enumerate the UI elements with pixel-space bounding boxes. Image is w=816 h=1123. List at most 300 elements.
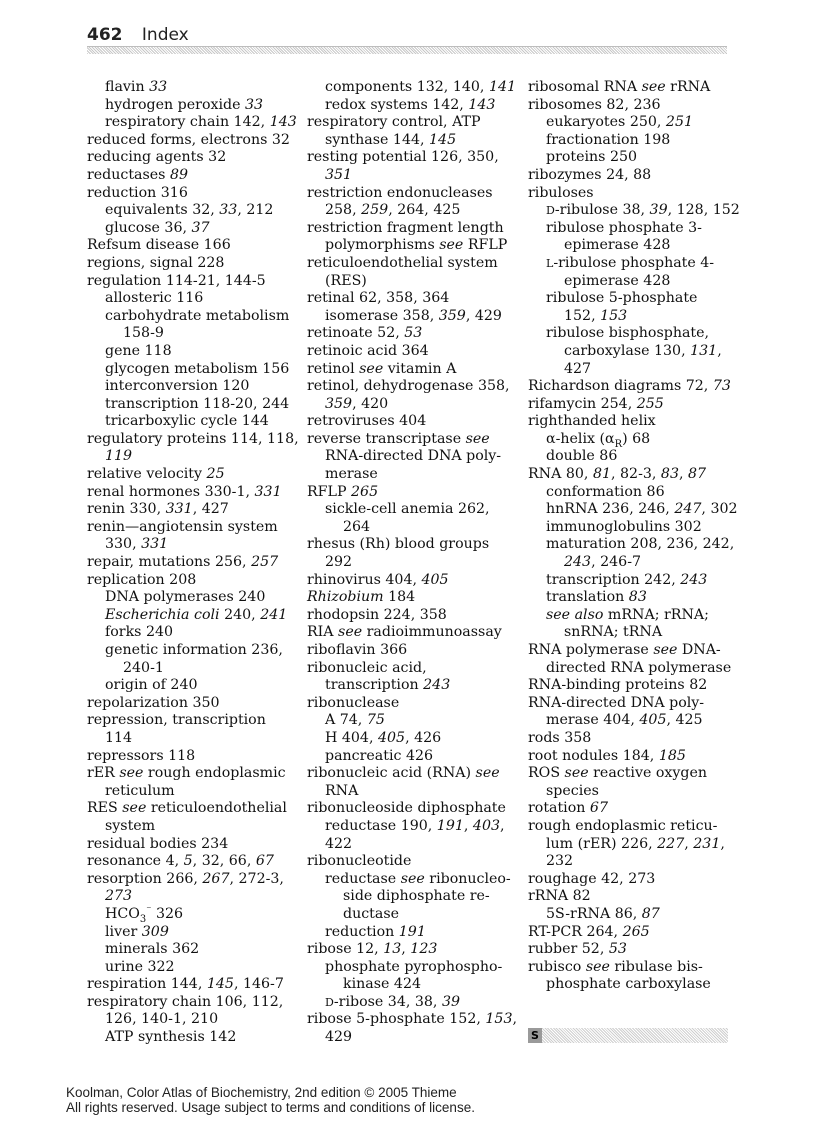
index-text: , 427 bbox=[192, 501, 229, 518]
index-entry bbox=[528, 589, 728, 607]
index-text: kinase 424 bbox=[343, 976, 421, 993]
index-entry bbox=[307, 114, 512, 132]
index-text: reactive oxygen bbox=[588, 765, 708, 782]
index-entry bbox=[307, 255, 512, 273]
index-text: R bbox=[614, 438, 623, 450]
index-italic-text: 81 bbox=[592, 466, 611, 483]
index-entry bbox=[307, 308, 512, 326]
index-text: , 426 bbox=[405, 729, 442, 746]
index-entry bbox=[528, 853, 728, 871]
index-entry bbox=[87, 924, 292, 942]
index-text: 232 bbox=[546, 853, 574, 870]
index-entry bbox=[528, 783, 728, 801]
index-entry bbox=[528, 237, 728, 255]
index-text: synthase 144, bbox=[325, 131, 430, 148]
index-entry bbox=[528, 906, 728, 924]
index-text: 3 bbox=[139, 913, 147, 925]
index-text: reduction bbox=[325, 923, 399, 940]
index-text: RNA polymerase bbox=[528, 642, 654, 658]
index-entry bbox=[528, 607, 728, 625]
index-text: , bbox=[463, 817, 473, 834]
index-entry bbox=[87, 554, 292, 572]
index-entry bbox=[87, 484, 292, 502]
index-entry bbox=[307, 466, 512, 484]
index-text: respiratory chain 142, bbox=[105, 114, 270, 131]
index-entry bbox=[307, 220, 512, 238]
index-text: conformation 86 bbox=[546, 483, 665, 500]
index-entry bbox=[528, 712, 728, 730]
index-italic-text: see bbox=[585, 958, 610, 975]
index-text: ribonucleoside diphosphate bbox=[307, 800, 506, 817]
index-entry bbox=[528, 572, 728, 590]
index-text: renin 330, bbox=[87, 501, 166, 518]
index-text: liver bbox=[105, 923, 142, 940]
index-entry bbox=[87, 748, 292, 766]
index-entry bbox=[87, 853, 292, 871]
index-entry bbox=[528, 642, 728, 660]
index-entry bbox=[528, 941, 728, 959]
index-italic-text: 405 bbox=[377, 729, 406, 746]
index-entry bbox=[87, 536, 292, 554]
index-entry bbox=[87, 413, 292, 431]
index-entry bbox=[307, 273, 512, 291]
index-italic-text: 89 bbox=[169, 166, 189, 183]
index-text: proteins 250 bbox=[546, 149, 638, 166]
index-entry bbox=[528, 97, 728, 115]
index-entry bbox=[528, 273, 728, 291]
index-entry bbox=[307, 730, 512, 748]
index-text: , 32, 66, bbox=[192, 853, 256, 870]
index-text: 258, bbox=[325, 202, 362, 219]
index-entry bbox=[528, 167, 728, 185]
index-entry bbox=[528, 343, 728, 361]
index-entry bbox=[528, 748, 728, 766]
index-entry bbox=[87, 624, 292, 642]
index-text: DNA polymerases 240 bbox=[105, 589, 266, 606]
index-text: ribonucleic acid, bbox=[307, 659, 427, 676]
index-entry bbox=[307, 413, 512, 431]
index-text: ) 68 bbox=[622, 430, 651, 447]
index-text: ribulose phosphate 3- bbox=[546, 219, 702, 236]
index-entry bbox=[528, 255, 728, 273]
index-text: reductase 190, bbox=[325, 817, 437, 834]
index-italic-text: 33 bbox=[219, 202, 238, 219]
index-italic-text: 83 bbox=[660, 466, 679, 483]
index-text: reverse transcriptase bbox=[307, 430, 466, 447]
index-text: 184 bbox=[383, 589, 416, 606]
index-text: transcription 118-20, 244 bbox=[105, 395, 290, 412]
index-entry bbox=[307, 325, 512, 343]
index-text: , 425 bbox=[666, 712, 703, 729]
index-entry bbox=[307, 765, 512, 783]
index-entry bbox=[307, 836, 512, 854]
index-entry bbox=[87, 994, 292, 1012]
index-text: RES bbox=[87, 800, 123, 817]
index-entry bbox=[307, 484, 512, 502]
index-text: ribose 12, bbox=[307, 941, 384, 958]
index-text: ribose 5-phosphate 152, bbox=[307, 1011, 486, 1028]
index-text: , bbox=[684, 835, 694, 852]
index-entry bbox=[87, 818, 292, 836]
index-text: regulatory proteins 114, 118, bbox=[87, 430, 299, 447]
index-italic-text: 25 bbox=[206, 466, 225, 483]
index-entry bbox=[307, 185, 512, 203]
index-entry bbox=[87, 202, 292, 220]
index-italic-text: 405 bbox=[421, 571, 449, 588]
index-entry bbox=[87, 519, 292, 537]
index-text: , 272-3, bbox=[229, 870, 284, 887]
index-text: flavin bbox=[105, 79, 150, 95]
index-entry bbox=[307, 202, 512, 220]
index-entry bbox=[307, 976, 512, 994]
index-italic-text: 87 bbox=[688, 466, 707, 483]
index-entry bbox=[87, 325, 292, 343]
index-italic-text: 39 bbox=[441, 993, 461, 1010]
index-entry bbox=[307, 624, 512, 642]
index-entry bbox=[528, 501, 738, 519]
index-entry bbox=[307, 712, 512, 730]
index-text: , 82-3, bbox=[611, 466, 661, 483]
index-text: equivalents 32, bbox=[105, 202, 220, 219]
index-text: RNA 80, bbox=[528, 466, 593, 483]
index-entry bbox=[87, 308, 292, 326]
index-text: righthanded helix bbox=[528, 413, 656, 430]
index-entry bbox=[87, 765, 292, 783]
index-text: , bbox=[720, 835, 725, 852]
index-entry bbox=[307, 519, 512, 537]
index-entry bbox=[307, 572, 512, 590]
index-text: , 429 bbox=[465, 307, 502, 324]
index-text: species bbox=[546, 782, 599, 799]
index-entry bbox=[87, 695, 292, 713]
index-text: DNA- bbox=[677, 642, 721, 658]
index-entry bbox=[87, 273, 292, 291]
index-text: lum (rER) 226, bbox=[546, 835, 658, 852]
index-entry bbox=[87, 167, 292, 185]
index-italic-text: 5 bbox=[183, 853, 193, 870]
index-italic-text: 143 bbox=[269, 114, 297, 131]
index-entry bbox=[307, 959, 512, 977]
index-text: 427 bbox=[564, 360, 592, 377]
index-italic-text: 83 bbox=[628, 589, 647, 606]
index-entry bbox=[87, 290, 292, 308]
index-italic-text: 33 bbox=[245, 96, 264, 113]
index-italic-text: 247 bbox=[674, 501, 702, 518]
index-entry bbox=[307, 607, 512, 625]
index-italic-text: 259 bbox=[361, 202, 389, 219]
index-text: 114 bbox=[105, 729, 133, 746]
index-italic-text: 405 bbox=[639, 712, 667, 729]
index-italic-text: 153 bbox=[600, 307, 628, 324]
index-text: RNA-directed DNA poly- bbox=[325, 448, 502, 465]
index-text: rRNA bbox=[665, 79, 711, 95]
index-text: 240, bbox=[219, 606, 261, 623]
index-italic-text: 13 bbox=[383, 941, 402, 958]
index-text: RIA bbox=[307, 624, 339, 641]
index-entry bbox=[528, 114, 728, 132]
index-italic-text: 53 bbox=[608, 941, 627, 958]
index-italic-text: see bbox=[119, 765, 144, 782]
index-entry bbox=[87, 800, 292, 818]
index-italic-text: see bbox=[338, 624, 363, 641]
index-italic-text: see bbox=[400, 870, 425, 887]
index-italic-text: 331 bbox=[254, 483, 282, 500]
index-entry bbox=[87, 642, 292, 660]
index-entry bbox=[528, 149, 728, 167]
index-text: ribulase bis- bbox=[609, 958, 703, 975]
index-entry bbox=[307, 800, 512, 818]
index-column-2 bbox=[307, 79, 517, 1047]
index-entry bbox=[528, 888, 728, 906]
index-entry bbox=[87, 149, 292, 167]
index-text: system bbox=[105, 817, 156, 834]
index-entry bbox=[307, 361, 512, 379]
index-entry bbox=[307, 1029, 512, 1047]
index-entry bbox=[528, 185, 728, 203]
index-entry bbox=[307, 149, 512, 167]
index-text: retinoate 52, bbox=[307, 325, 405, 342]
index-text: relative velocity bbox=[87, 466, 207, 483]
page-title: Index bbox=[141, 25, 189, 45]
index-text: rhesus (Rh) blood groups bbox=[307, 536, 490, 553]
index-italic-text: 331 bbox=[165, 501, 193, 518]
index-text: , bbox=[500, 817, 505, 834]
index-column-3 bbox=[528, 79, 740, 994]
index-text: ATP synthesis 142 bbox=[105, 1029, 237, 1046]
index-italic-text: 309 bbox=[141, 923, 169, 940]
page-number: 462 bbox=[87, 25, 123, 45]
index-text: H 404, bbox=[325, 729, 378, 746]
index-text: eukaryotes 250, bbox=[546, 114, 666, 131]
index-text: maturation 208, 236, 242, bbox=[546, 536, 735, 553]
index-text: 152, bbox=[564, 307, 601, 324]
index-text: fractionation 198 bbox=[546, 131, 671, 148]
index-entry bbox=[87, 572, 292, 590]
index-italic-text: 37 bbox=[191, 219, 210, 236]
index-text: genetic information 236, bbox=[105, 642, 283, 658]
index-entry bbox=[528, 484, 728, 502]
footer-line-2: All rights reserved. Usage subject to terms and conditions of license. bbox=[66, 1100, 475, 1115]
index-italic-text: 227 bbox=[657, 835, 685, 852]
index-entry bbox=[307, 448, 512, 466]
index-italic-text: 255 bbox=[636, 395, 664, 412]
index-entry bbox=[87, 607, 292, 625]
index-text: rER bbox=[87, 765, 120, 782]
index-entry bbox=[307, 888, 512, 906]
index-text: glucose 36, bbox=[105, 219, 192, 236]
index-text: directed RNA polymerase bbox=[546, 659, 732, 676]
index-text: vitamin A bbox=[383, 360, 457, 377]
index-text: , bbox=[678, 466, 689, 483]
index-text: 264 bbox=[343, 518, 371, 535]
footer-line-1: Koolman, Color Atlas of Biochemistry, 2nd edition © 2005 Thieme bbox=[66, 1085, 457, 1100]
index-italic-text: 243 bbox=[564, 554, 592, 571]
index-entry bbox=[307, 589, 512, 607]
index-text: side diphosphate re- bbox=[343, 888, 490, 905]
index-entry bbox=[87, 906, 292, 924]
index-text: L bbox=[546, 256, 554, 270]
index-text: 330, bbox=[105, 536, 142, 553]
index-entry bbox=[528, 202, 740, 220]
index-text: reticuloendothelial bbox=[146, 800, 287, 817]
index-text: tricarboxylic cycle 144 bbox=[105, 413, 269, 430]
index-italic-text: 231 bbox=[693, 835, 721, 852]
index-text: epimerase 428 bbox=[564, 272, 671, 289]
index-entry bbox=[307, 906, 512, 924]
index-text: Richardson diagrams 72, bbox=[528, 378, 713, 395]
index-entry bbox=[307, 660, 512, 678]
index-text: repressors 118 bbox=[87, 747, 196, 764]
index-text: rotation bbox=[528, 800, 590, 817]
index-entry bbox=[528, 959, 728, 977]
index-text: repair, mutations 256, bbox=[87, 554, 252, 571]
index-text: renal hormones 330-1, bbox=[87, 483, 255, 500]
index-text: , bbox=[717, 342, 722, 359]
index-entry bbox=[87, 871, 292, 889]
index-italic-text: 331 bbox=[141, 536, 169, 553]
index-entry bbox=[87, 185, 292, 203]
index-entry bbox=[528, 396, 728, 414]
index-entry bbox=[87, 79, 292, 97]
index-text: ribuloses bbox=[528, 184, 594, 201]
index-text: hnRNA 236, 246, bbox=[546, 501, 675, 518]
index-italic-text: 251 bbox=[665, 114, 694, 131]
index-entry bbox=[87, 114, 297, 132]
index-text: sickle-cell anemia 262, bbox=[325, 501, 490, 518]
index-text: snRNA; tRNA bbox=[564, 624, 663, 641]
index-italic-text: 243 bbox=[680, 571, 708, 588]
index-italic-text: 75 bbox=[366, 712, 385, 729]
copyright-footer bbox=[66, 1085, 475, 1115]
index-entry bbox=[528, 519, 728, 537]
index-text: transcription 242, bbox=[546, 571, 681, 588]
index-entry bbox=[87, 255, 292, 273]
index-entry bbox=[87, 361, 292, 379]
index-text: merase bbox=[325, 466, 378, 483]
index-entry bbox=[87, 959, 292, 977]
index-italic-text: 131 bbox=[690, 342, 718, 359]
index-text: repression, transcription bbox=[87, 712, 266, 729]
index-text: ribozymes 24, 88 bbox=[528, 166, 652, 183]
index-text: , 264, 425 bbox=[388, 202, 461, 219]
index-text: hydrogen peroxide bbox=[105, 96, 246, 113]
index-text: replication 208 bbox=[87, 571, 197, 588]
index-text: interconversion 120 bbox=[105, 378, 250, 395]
index-text: glycogen metabolism 156 bbox=[105, 360, 290, 377]
index-entry bbox=[528, 818, 728, 836]
index-italic-text: 67 bbox=[589, 800, 608, 817]
index-italic-text: 265 bbox=[351, 483, 379, 500]
index-entry bbox=[87, 378, 292, 396]
index-text: RNA-binding proteins 82 bbox=[528, 677, 708, 694]
index-text: components 132, 140, bbox=[325, 79, 489, 95]
index-text: retroviruses 404 bbox=[307, 413, 427, 430]
index-italic-text: Rhizobium bbox=[307, 589, 384, 606]
index-entry bbox=[528, 132, 728, 150]
index-text: 5S-rRNA 86, bbox=[546, 905, 642, 922]
index-text: , 246-7 bbox=[591, 554, 642, 571]
index-entry bbox=[528, 448, 728, 466]
index-text: transcription bbox=[325, 677, 424, 694]
index-entry bbox=[528, 765, 728, 783]
index-entry bbox=[87, 836, 292, 854]
index-entry bbox=[87, 132, 292, 150]
index-text: 326 bbox=[151, 905, 184, 922]
index-entry bbox=[307, 167, 512, 185]
header-rule bbox=[87, 46, 727, 54]
index-entry bbox=[528, 871, 728, 889]
index-text: , 302 bbox=[701, 501, 738, 518]
index-text: ribulose bisphosphate, bbox=[546, 325, 710, 342]
index-italic-text: see bbox=[439, 237, 464, 254]
index-italic-text: 141 bbox=[488, 79, 517, 95]
index-italic-text: 53 bbox=[404, 325, 423, 342]
index-entry bbox=[307, 695, 512, 713]
index-entry bbox=[307, 431, 512, 449]
index-text: resting potential 126, 350, bbox=[307, 149, 499, 166]
index-entry bbox=[307, 818, 512, 836]
index-text: -ribulose 38, bbox=[554, 202, 650, 219]
index-entry bbox=[307, 871, 512, 889]
index-text: rubisco bbox=[528, 958, 586, 975]
index-italic-text: 73 bbox=[712, 378, 731, 395]
section-letter: S bbox=[528, 1028, 542, 1043]
index-entry bbox=[307, 677, 512, 695]
index-text: double 86 bbox=[546, 448, 618, 465]
index-italic-text: 265 bbox=[622, 923, 650, 940]
index-entry bbox=[307, 343, 512, 361]
index-text: , bbox=[512, 1011, 517, 1028]
index-text: phosphate carboxylase bbox=[546, 976, 711, 993]
index-text: ribonucleo- bbox=[424, 870, 511, 887]
index-text: root nodules 184, bbox=[528, 747, 659, 764]
index-italic-text: 359 bbox=[438, 307, 466, 324]
index-text: resonance 4, bbox=[87, 853, 184, 870]
index-entry bbox=[528, 836, 728, 854]
index-entry bbox=[528, 536, 735, 554]
index-italic-text: 403 bbox=[472, 817, 501, 834]
index-text: reductases bbox=[87, 166, 170, 183]
index-text: ribosomes 82, 236 bbox=[528, 96, 661, 113]
index-text: residual bodies 234 bbox=[87, 835, 229, 852]
index-text: epimerase 428 bbox=[564, 237, 671, 254]
index-entry bbox=[307, 536, 512, 554]
index-entry bbox=[528, 659, 732, 678]
index-entry bbox=[528, 976, 728, 994]
index-text: urine 322 bbox=[105, 958, 175, 975]
index-text: , bbox=[401, 941, 411, 958]
index-entry bbox=[307, 924, 512, 942]
index-entry bbox=[528, 677, 728, 695]
index-entry bbox=[528, 325, 728, 343]
index-text: ribonuclease bbox=[307, 694, 400, 711]
index-text: , 128, 152 bbox=[667, 202, 740, 219]
index-entry bbox=[87, 888, 292, 906]
index-text: 422 bbox=[325, 835, 353, 852]
index-text: 240-1 bbox=[123, 659, 164, 676]
index-text: RT-PCR 264, bbox=[528, 923, 623, 940]
index-italic-text: see bbox=[641, 79, 666, 95]
index-italic-text: 191 bbox=[436, 817, 464, 834]
index-text: mRNA; rRNA; bbox=[603, 606, 709, 623]
index-text: retinoic acid 364 bbox=[307, 342, 429, 359]
index-text: ribonucleic acid (RNA) bbox=[307, 765, 476, 782]
index-entry bbox=[87, 466, 292, 484]
index-entry bbox=[307, 237, 512, 255]
index-text: rough endoplasmic reticu- bbox=[528, 817, 718, 834]
index-italic-text: 87 bbox=[641, 905, 660, 922]
index-italic-text: 257 bbox=[251, 554, 279, 571]
